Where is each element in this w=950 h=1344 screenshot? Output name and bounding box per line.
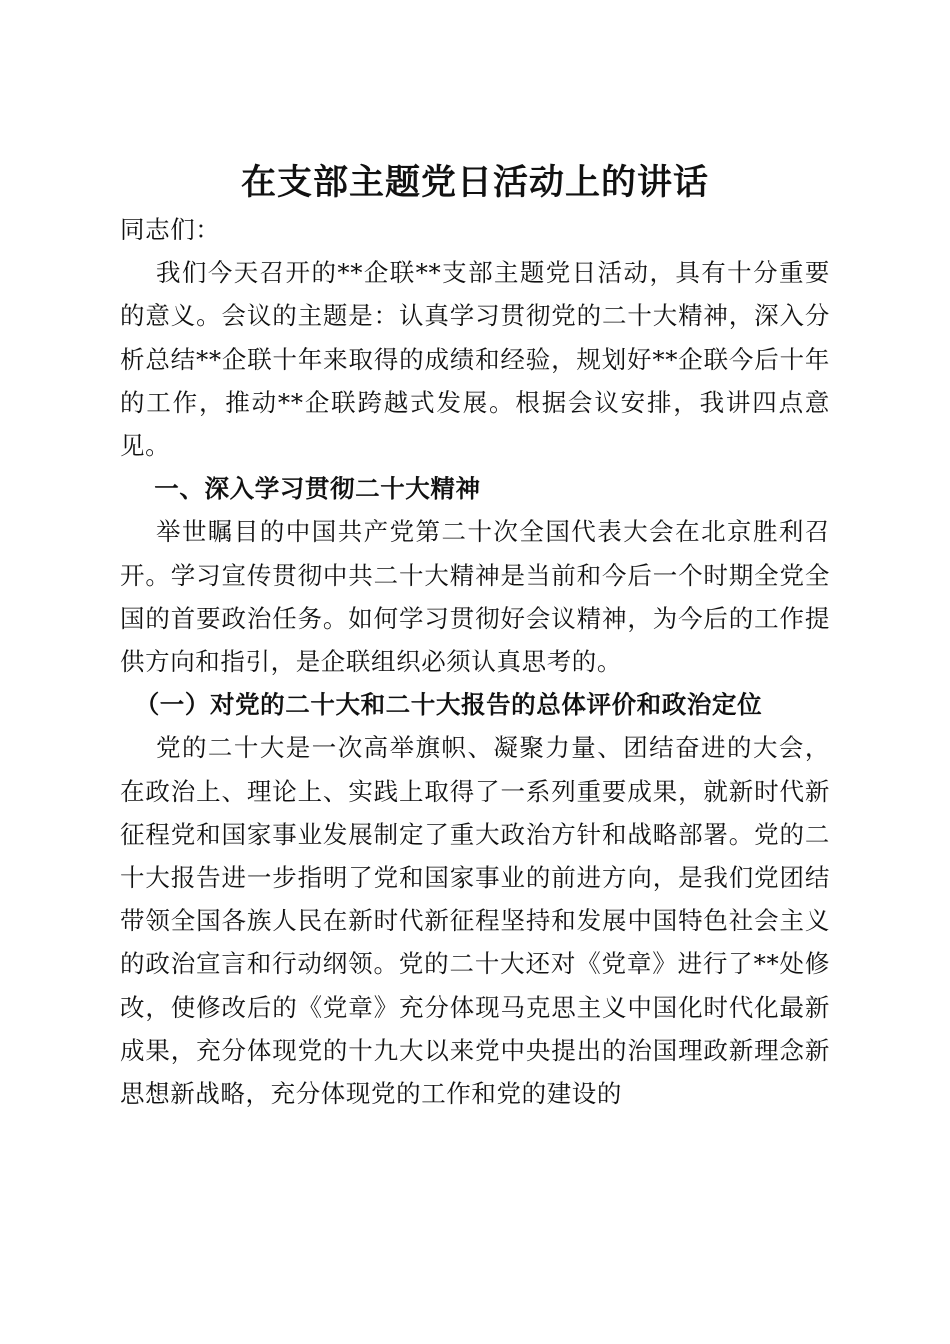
paragraph: 党的二十大是一次高举旗帜、凝聚力量、团结奋进的大会，在政治上、理论上、实践上取得了一系列重要成果，就新时代新征程党和国家事业发展制定了重大政治方针和战略部署。党的二十大报告进一步指明了党和国家事业的前进方向，是我们党团结带领全国各族人民在新时代新征程坚持和发展中国特色社会主义的政治宣言和行动纲领。党的二十大还对《党章》进行了**处修改，使修改后的《党章》充分体现马克思主义中国化时代化最新成果，充分体现党的十九大以来党中央提出的治国理政新理念新思想新战略，充分体现党的工作和党的建设的 (120, 733, 830, 1109)
paragraph: 举世瞩目的中国共产党第二十次全国代表大会在北京胜利召开。学习宣传贯彻中共二十大精神是当前和今后一个时期全党全国的首要政治任务。如何学习贯彻好会议精神，为今后的工作提供方向和指引，是企联组织必须认真思考的。 (120, 517, 830, 677)
document-title: 在支部主题党日活动上的讲话 (240, 162, 709, 204)
subsection-heading: （一）对党的二十大和二十大报告的总体评价和政治定位 (134, 690, 763, 720)
salutation: 同志们： (120, 215, 221, 244)
document-body (120, 208, 830, 1115)
section-heading: 一、深入学习贯彻二十大精神 (154, 474, 481, 504)
paragraph: 我们今天召开的**企联**支部主题党日活动，具有十分重要的意义。会议的主题是：认真学习贯彻党的二十大精神，深入分析总结**企联十年来取得的成绩和经验，规划好**企联今后十年的工作，推动**企联跨越式发展。根据会议安排，我讲四点意见。 (120, 258, 830, 461)
